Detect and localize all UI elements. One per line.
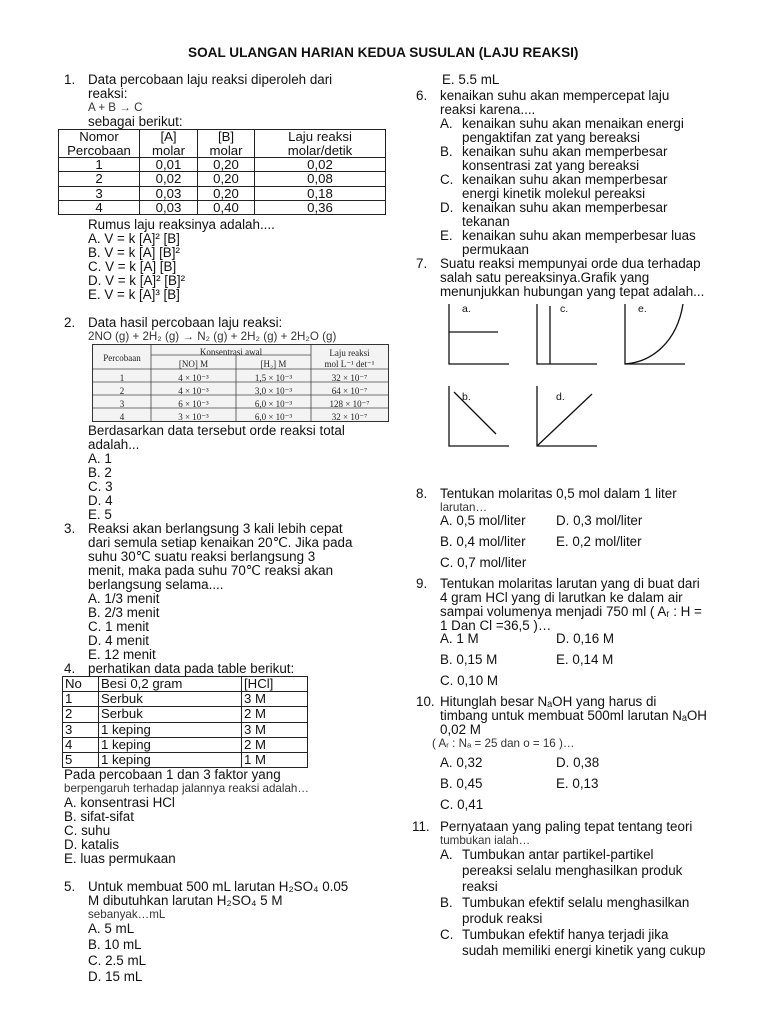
cell: 1 M [242, 752, 308, 767]
q9-option-d[interactable]: D. 0,16 M [556, 631, 615, 646]
q1-option-d[interactable]: D. V = k [A]² [B]² [88, 273, 186, 288]
q6-option-c-letter[interactable]: C. [440, 172, 454, 187]
q6-option-c-line2[interactable]: energi kinetik molekul pereaksi [462, 186, 646, 201]
q1-text-line3: sebagai berikut: [88, 114, 183, 129]
table-row [63, 752, 308, 767]
q2-header-konsentrasi: Konsentrasi awal [199, 347, 263, 357]
q5-option-d[interactable]: D. 15 mL [88, 969, 143, 984]
q1-option-a[interactable]: A. V = k [A]² [B] [88, 231, 180, 246]
q2-header-percobaan: Percobaan [103, 353, 141, 363]
q3-text-line1: Reaksi akan berlangsung 3 kali lebih cepat [88, 521, 343, 536]
q4-header-no: No [63, 677, 99, 692]
q3-option-d[interactable]: D. 4 menit [88, 633, 150, 648]
cell: 3 M [242, 722, 308, 737]
q2-text-line1: Data hasil percobaan laju reaksi: [88, 315, 283, 330]
q8-option-d[interactable]: D. 0,3 mol/liter [556, 513, 643, 528]
cell: 0,03 [140, 200, 198, 214]
q2-cell: 4 × 10⁻³ [178, 373, 209, 383]
graph-e[interactable] [622, 302, 688, 357]
q2-cell: 2 [119, 386, 125, 396]
q9-text-line2: 4 gram HCl yang di larutkan ke dalam air [440, 590, 683, 605]
q11-option-a-line1[interactable]: Tumbukan antar partikel-partikel [462, 847, 654, 862]
cell: 1 [59, 158, 140, 172]
q10-text-line2: timbang untuk membuat 500ml larutan NₐOH [440, 708, 707, 723]
q6-option-d-letter[interactable]: D. [440, 200, 454, 215]
q9-option-e[interactable]: E. 0,14 M [556, 652, 614, 667]
q2-cell: 3 × 10⁻³ [178, 412, 209, 422]
q10-text-line1: Hitunglah besar NₐOH yang harus di [440, 694, 657, 709]
q2-cell: 1,5 × 10⁻³ [254, 373, 293, 383]
q11-number: 11. [412, 819, 430, 834]
q2-cell: 4 [119, 412, 125, 422]
cell: 1 keping [99, 737, 242, 752]
q4-text-line1: perhatikan data pada table berikut: [88, 661, 295, 676]
q2-header-no: [NO] M [178, 359, 209, 369]
q10-number: 10. [416, 694, 435, 709]
q11-option-a-line2[interactable]: pereaksi selalu menghasilkan produk [462, 863, 683, 878]
q5-option-e[interactable]: E. 5.5 mL [442, 72, 500, 87]
q2-cell: 6,0 × 10⁻³ [254, 399, 293, 409]
cell: 0,03 [140, 186, 198, 200]
q11-text-line1: Pernyataan yang paling tepat tentang teori [440, 819, 693, 834]
q5-number: 5. [64, 879, 76, 894]
q3-option-a[interactable]: A. 1/3 menit [88, 591, 160, 606]
q5-text-line3: sebanyak…mL [88, 908, 166, 921]
q3-text-line3: suhu 30℃ suatu reaksi berlangsung 3 [88, 549, 316, 564]
q5-option-b[interactable]: B. 10 mL [88, 937, 142, 952]
q11-option-a-letter[interactable]: A. [440, 847, 453, 862]
q7-number: 7. [416, 256, 428, 271]
q5-option-a[interactable]: A. 5 mL [88, 921, 135, 936]
q2-cell: 64 × 10⁻⁷ [331, 386, 368, 396]
table-row [59, 186, 386, 200]
q2-header-unit: mol L⁻¹ det⁻¹ [324, 359, 375, 369]
q2-cell: 128 × 10⁻⁷ [329, 399, 370, 409]
cell: 0,18 [255, 186, 386, 200]
q7-text-line2: salah satu pereaksinya.Grafik yang [440, 270, 650, 285]
q10-option-b[interactable]: B. 0,45 [440, 776, 483, 791]
q1-header-nomor: Nomor Percobaan [59, 130, 140, 158]
q10-option-e[interactable]: E. 0,13 [556, 776, 599, 791]
q3-option-c[interactable]: C. 1 menit [88, 619, 150, 634]
graph-a[interactable] [446, 302, 512, 357]
cell: 2 [59, 172, 140, 186]
q11-option-b-line2[interactable]: produk reaksi [462, 911, 543, 926]
cell: 0,20 [198, 158, 255, 172]
q1-equation: A + B → C [88, 101, 143, 114]
q6-option-a-line1[interactable]: kenaikan suhu akan menaikan energi [462, 116, 684, 131]
q3-number: 3. [64, 521, 76, 536]
q4-option-d[interactable]: D. katalis [64, 837, 120, 852]
q3-option-b[interactable]: B. 2/3 menit [88, 605, 160, 620]
q11-option-c-letter[interactable]: C. [440, 927, 454, 942]
q1-data-table [58, 129, 386, 215]
q4-option-e[interactable]: E. luas permukaan [64, 851, 176, 866]
q4-header-hcl: [HCl] [242, 677, 308, 692]
q1-text-line2: reaksi: [88, 86, 128, 101]
cell: 0,01 [140, 158, 198, 172]
q1-option-e[interactable]: E. V = k [A]³ [B] [88, 287, 180, 302]
q9-text-line1: Tentukan molaritas larutan yang di buat dari [440, 576, 700, 591]
table-row [63, 707, 308, 722]
q1-number: 1. [64, 72, 76, 87]
graph-d-svg [534, 384, 600, 450]
q5-option-c[interactable]: C. 2.5 mL [88, 953, 147, 968]
q6-option-d-line1[interactable]: kenaikan suhu akan memperbesar [462, 200, 668, 215]
q3-text-line2: dari semula setiap kenaikan 20℃. Jika pada [88, 535, 353, 550]
q9-text-line3: sampai volumenya menjadi 750 ml ( Aᵣ : H = [440, 604, 702, 619]
table-row [59, 158, 386, 172]
q2-option-e[interactable]: E. 5 [88, 507, 112, 522]
q2-cell: 4 × 10⁻³ [178, 386, 209, 396]
q10-text-line4: ( Aᵣ : Nₐ = 25 dan o = 16 )… [432, 737, 575, 750]
q11-option-c-line2[interactable]: sudah memiliki energi kinetik yang cukup [462, 943, 706, 958]
cell: 3 M [242, 692, 308, 707]
cell: 0,36 [255, 200, 386, 214]
graph-e-label: e. [638, 303, 647, 315]
q2-option-c[interactable]: C. 3 [88, 479, 113, 494]
graph-b-label: b. [462, 391, 471, 403]
q2-text-line2: Berdasarkan data tersebut orde reaksi total [88, 423, 345, 438]
q6-option-e-line1[interactable]: kenaikan suhu akan memperbesar luas [462, 228, 696, 243]
q8-option-c[interactable]: C. 0,7 mol/liter [440, 555, 527, 570]
q11-option-c-line1[interactable]: Tumbukan efektif hanya terjadi jika [462, 927, 669, 942]
q11-text-line2: tumbukan ialah… [440, 834, 531, 847]
cell: 1 keping [99, 752, 242, 767]
cell: 3 [59, 186, 140, 200]
cell: Serbuk [99, 707, 242, 722]
q6-option-b-line1[interactable]: kenaikan suhu akan memperbesar [462, 144, 668, 159]
q2-number: 2. [64, 315, 76, 330]
q8-text-line2: larutan… [440, 501, 488, 514]
q11-option-b-line1[interactable]: Tumbukan efektif selalu menghasilkan [462, 895, 690, 910]
q9-text-line4: 1 Dan Cl =36,5 )… [440, 618, 552, 633]
q4-data-table [62, 676, 308, 768]
cell: 4 [63, 737, 99, 752]
graph-d-label: d. [556, 391, 565, 403]
cell: 2 M [242, 707, 308, 722]
q10-option-a[interactable]: A. 0,32 [440, 755, 483, 770]
q2-header-h2: [H₂] M [260, 359, 287, 369]
q2-equation: 2NO (g) + 2H₂ (g) → N₂ (g) + 2H₂ (g) + 2H₂O (g) [88, 330, 337, 343]
q9-option-c[interactable]: C. 0,10 M [440, 673, 499, 688]
q2-cell: 1 [119, 373, 125, 383]
q6-option-b-line2[interactable]: konsentrasi zat yang bereaksi [462, 158, 640, 173]
q1-header-laju: Laju reaksi molar/detik [255, 130, 386, 158]
q2-option-b[interactable]: B. 2 [88, 465, 112, 480]
q2-cell: 6 × 10⁻³ [178, 399, 209, 409]
q6-text-line1: kenaikan suhu akan mempercepat laju [440, 88, 670, 103]
graph-a-svg [446, 302, 512, 368]
q2-cell: 3,0 × 10⁻³ [254, 386, 293, 396]
q10-option-d[interactable]: D. 0,38 [556, 755, 600, 770]
q6-text-line2: reaksi karena.... [440, 102, 536, 117]
cell: 0,02 [255, 158, 386, 172]
q4-number: 4. [64, 661, 76, 676]
graph-c-label: c. [560, 303, 569, 315]
q8-option-e[interactable]: E. 0,2 mol/liter [556, 534, 642, 549]
q3-text-line5: berlangsung selama.... [88, 577, 224, 592]
cell: 2 [63, 707, 99, 722]
q3-text-line4: menit, maka pada suhu 70℃ reaksi akan [88, 563, 334, 578]
q11-option-a-line3[interactable]: reaksi [462, 879, 498, 894]
cell: 1 [63, 692, 99, 707]
q2-text-line3: adalah... [88, 437, 140, 452]
cell: 0,40 [198, 200, 255, 214]
q1-header-a: [A] molar [140, 130, 198, 158]
table-row [63, 737, 308, 752]
q10-option-c[interactable]: C. 0,41 [440, 797, 484, 812]
q5-text-line2: M dibutuhkan larutan H₂SO₄ 5 M [88, 893, 283, 908]
table-row [59, 172, 386, 186]
q2-option-d[interactable]: D. 4 [88, 493, 113, 508]
table-row [63, 722, 308, 737]
cell: 3 [63, 722, 99, 737]
q6-option-a-letter[interactable]: A. [440, 116, 453, 131]
cell: 5 [63, 752, 99, 767]
cell: 0,20 [198, 172, 255, 186]
graph-e-svg [622, 302, 688, 368]
q11-option-b-letter[interactable]: B. [440, 895, 453, 910]
graph-d[interactable] [534, 384, 600, 439]
q6-option-d-line2[interactable]: tekanan [462, 214, 510, 229]
page-title: SOAL ULANGAN HARIAN KEDUA SUSULAN (LAJU REAKSI) [188, 45, 579, 60]
graph-c[interactable] [534, 302, 600, 357]
cell: 4 [59, 200, 140, 214]
q8-option-a[interactable]: A. 0,5 mol/liter [440, 513, 526, 528]
q4-option-a[interactable]: A. konsentrasi HCl [64, 795, 175, 810]
q8-text-line1: Tentukan molaritas 0,5 mol dalam 1 liter [440, 486, 677, 501]
q1-option-c[interactable]: C. V = k [A] [B] [88, 259, 177, 274]
q6-option-e-line2[interactable]: permukaan [462, 242, 529, 257]
q6-option-c-line1[interactable]: kenaikan suhu akan memperbesar [462, 172, 668, 187]
q8-option-b[interactable]: B. 0,4 mol/liter [440, 534, 526, 549]
q8-number: 8. [416, 486, 428, 501]
q7-text-line3: menunjukkan hubungan yang tepat adalah... [440, 284, 705, 299]
q9-option-a[interactable]: A. 1 M [440, 631, 479, 646]
q6-option-e-letter[interactable]: E. [440, 228, 453, 243]
q9-number: 9. [416, 576, 428, 591]
q2-cell: 32 × 10⁻⁷ [331, 373, 368, 383]
table-row [63, 692, 308, 707]
q7-text-line1: Suatu reaksi mempunyai orde dua terhadap [440, 256, 701, 271]
q3-option-e[interactable]: E. 12 menit [88, 647, 156, 662]
cell: 2 M [242, 737, 308, 752]
q4-header-besi: Besi 0,2 gram [99, 677, 242, 692]
cell: 0,08 [255, 172, 386, 186]
q4-text-line2: Pada percobaan 1 dan 3 faktor yang [64, 767, 281, 782]
cell: 0,02 [140, 172, 198, 186]
q5-text-line1: Untuk membuat 500 mL larutan H₂SO₄ 0.05 [88, 879, 349, 894]
q4-option-c[interactable]: C. suhu [64, 823, 111, 838]
q4-text-line3: berpengaruh terhadap jalannya reaksi adalah… [64, 782, 309, 795]
q1-header-b: [B] molar [198, 130, 255, 158]
table-row [59, 200, 386, 214]
q6-option-a-line2[interactable]: pengaktifan zat yang bereaksi [462, 130, 640, 145]
q1-question: Rumus laju reaksinya adalah.... [88, 217, 275, 232]
cell: Serbuk [99, 692, 242, 707]
graph-b[interactable] [446, 384, 512, 439]
q2-data-table-image [92, 344, 389, 422]
q10-text-line3: 0,02 M [440, 722, 481, 737]
q9-option-b[interactable]: B. 0,15 M [440, 652, 498, 667]
cell: 1 keping [99, 722, 242, 737]
q6-number: 6. [416, 88, 428, 103]
q1-option-b[interactable]: B. V = k [A] [B]² [88, 245, 180, 260]
q6-option-b-letter[interactable]: B. [440, 144, 453, 159]
q2-header-laju: Laju reaksi [329, 348, 370, 358]
graph-a-label: a. [462, 303, 471, 315]
q2-cell: 6,0 × 10⁻³ [254, 412, 293, 422]
q4-option-b[interactable]: B. sifat-sifat [64, 809, 134, 824]
q2-option-a[interactable]: A. 1 [88, 451, 112, 466]
q2-cell: 32 × 10⁻⁷ [331, 412, 368, 422]
graph-b-svg [446, 384, 512, 450]
q1-text-line1: Data percobaan laju reaksi diperoleh dari [88, 72, 333, 87]
q2-cell: 3 [119, 399, 125, 409]
cell: 0,20 [198, 186, 255, 200]
